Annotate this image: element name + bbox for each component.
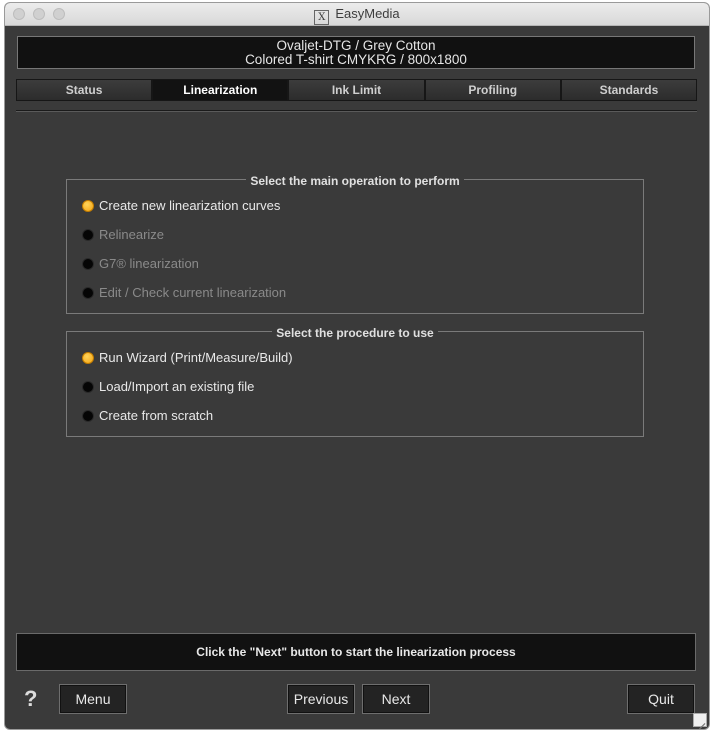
title-bar[interactable] [5, 3, 709, 26]
radio-label: G7® linearization [99, 256, 199, 271]
radio-unselected-icon [82, 287, 94, 299]
radio-unselected-icon [82, 381, 94, 393]
menu-button[interactable]: Menu [59, 684, 127, 714]
tab-status[interactable]: Status [16, 79, 152, 101]
radio-label: Create from scratch [99, 408, 214, 423]
tab-standards[interactable]: Standards [561, 79, 697, 101]
operation-group-title: Select the main operation to perform [246, 174, 463, 188]
tab-linearization[interactable]: Linearization [152, 79, 288, 101]
resize-grip-icon[interactable] [693, 713, 707, 727]
profile-header-line1: Ovaljet-DTG / Grey Cotton [276, 38, 436, 53]
radio-label: Run Wizard (Print/Measure/Build) [99, 350, 293, 365]
question-mark-icon[interactable]: ? [24, 686, 38, 711]
radio-unselected-icon [82, 258, 94, 270]
radio-label: Create new linearization curves [99, 198, 281, 213]
procedure-group-title: Select the procedure to use [272, 326, 437, 340]
status-message: Click the "Next" button to start the linearization process [16, 633, 696, 671]
app-window [5, 3, 709, 729]
radio-label: Load/Import an existing file [99, 379, 255, 394]
radio-label: Edit / Check current linearization [99, 285, 287, 300]
tab-profiling[interactable]: Profiling [425, 79, 561, 101]
window-title-text: EasyMedia [335, 6, 400, 21]
tab-bar [16, 79, 697, 101]
x11-icon: X [314, 10, 329, 25]
previous-button[interactable]: Previous [287, 684, 355, 714]
procedure-group [66, 326, 644, 437]
operation-group [66, 174, 644, 314]
tab-ink-limit[interactable]: Ink Limit [288, 79, 424, 101]
tab-separator [16, 110, 697, 112]
radio-label: Relinearize [99, 227, 165, 242]
window-title [5, 6, 709, 25]
next-button[interactable]: Next [362, 684, 430, 714]
profile-header-line2: Colored T-shirt CMYKRG / 800x1800 [245, 52, 467, 67]
profile-header [17, 36, 695, 69]
quit-button[interactable]: Quit [627, 684, 695, 714]
radio-selected-icon [82, 352, 94, 364]
radio-unselected-icon [82, 410, 94, 422]
radio-selected-icon [82, 200, 94, 212]
radio-unselected-icon [82, 229, 94, 241]
